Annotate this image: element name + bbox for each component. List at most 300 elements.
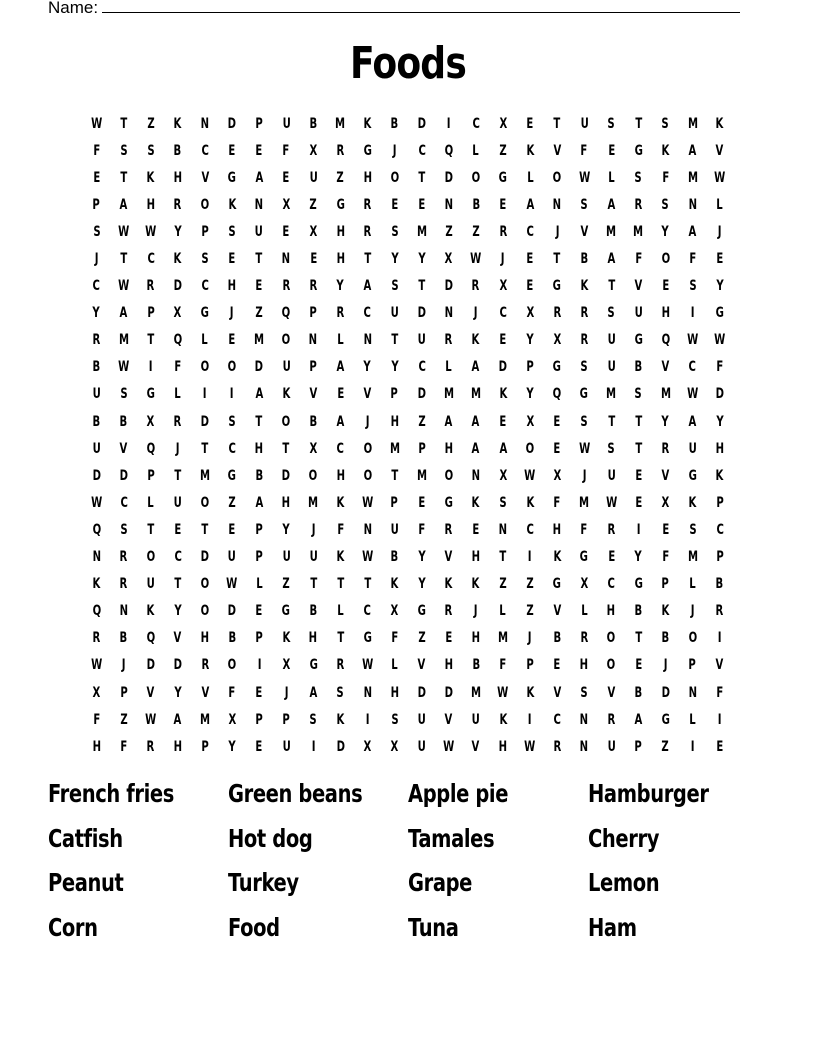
grid-letter[interactable]: J (528, 630, 532, 647)
grid-letter[interactable]: F (93, 142, 100, 159)
grid-letter[interactable]: T (607, 278, 615, 295)
grid-letter[interactable]: S (661, 115, 670, 132)
grid-letter[interactable]: E (282, 169, 290, 186)
grid-letter[interactable]: D (417, 684, 426, 701)
grid-letter[interactable]: J (473, 603, 478, 620)
grid-letter[interactable]: O (471, 169, 481, 186)
grid-letter[interactable]: S (688, 278, 697, 295)
grid-letter[interactable]: V (201, 684, 209, 701)
grid-letter[interactable]: Y (634, 549, 643, 566)
grid-letter[interactable]: S (228, 413, 236, 430)
grid-letter[interactable]: I (717, 630, 722, 647)
grid-letter[interactable]: M (118, 332, 129, 349)
grid-letter[interactable]: K (471, 494, 480, 511)
grid-letter[interactable]: B (715, 576, 724, 593)
grid-letter[interactable]: Q (281, 305, 291, 322)
grid-letter[interactable]: A (607, 251, 616, 268)
grid-letter[interactable]: E (526, 278, 534, 295)
grid-letter[interactable]: D (417, 305, 426, 322)
grid-letter[interactable]: Y (526, 386, 534, 403)
grid-letter[interactable]: U (255, 223, 264, 240)
grid-letter[interactable]: M (199, 467, 210, 484)
grid-letter[interactable]: A (255, 169, 264, 186)
grid-letter[interactable]: E (228, 521, 236, 538)
grid-letter[interactable]: W (605, 494, 617, 511)
grid-letter[interactable]: A (634, 711, 643, 728)
grid-letter[interactable]: R (119, 576, 128, 593)
grid-letter[interactable]: Z (526, 576, 534, 593)
grid-letter[interactable]: P (255, 711, 263, 728)
grid-letter[interactable]: L (147, 494, 154, 511)
grid-letter[interactable]: E (553, 657, 561, 674)
grid-letter[interactable]: S (390, 223, 399, 240)
grid-letter[interactable]: K (282, 630, 291, 647)
grid-letter[interactable]: D (173, 278, 183, 295)
grid-letter[interactable]: C (228, 440, 236, 457)
grid-letter[interactable]: W (226, 576, 238, 593)
grid-letter[interactable]: F (716, 684, 724, 701)
grid-letter[interactable]: A (309, 684, 318, 701)
grid-letter[interactable]: B (309, 603, 318, 620)
grid-letter[interactable]: H (715, 440, 724, 457)
grid-letter[interactable]: C (607, 576, 616, 593)
grid-letter[interactable]: N (552, 196, 562, 213)
grid-letter[interactable]: E (634, 657, 642, 674)
grid-letter[interactable]: E (607, 549, 615, 566)
grid-letter[interactable]: D (444, 169, 453, 186)
grid-letter[interactable]: F (228, 684, 236, 701)
grid-letter[interactable]: S (92, 223, 101, 240)
grid-letter[interactable]: J (365, 413, 370, 430)
grid-letter[interactable]: E (309, 251, 317, 268)
grid-letter[interactable]: B (255, 467, 263, 484)
grid-letter[interactable]: G (580, 549, 589, 566)
grid-letter[interactable]: M (308, 494, 319, 511)
grid-letter[interactable]: Y (228, 738, 236, 755)
grid-letter[interactable]: K (526, 142, 534, 159)
grid-letter[interactable]: U (417, 738, 426, 755)
grid-letter[interactable]: O (146, 549, 156, 566)
grid-letter[interactable]: C (553, 711, 561, 728)
grid-letter[interactable]: X (309, 440, 318, 457)
grid-letter[interactable]: G (417, 603, 426, 620)
grid-letter[interactable]: V (309, 386, 318, 403)
grid-letter[interactable]: R (634, 196, 643, 213)
grid-letter[interactable]: R (661, 440, 670, 457)
grid-letter[interactable]: U (282, 115, 291, 132)
grid-letter[interactable]: U (607, 332, 616, 349)
grid-letter[interactable]: O (688, 630, 697, 647)
grid-letter[interactable]: U (92, 386, 101, 403)
grid-letter[interactable]: Z (147, 115, 155, 132)
grid-letter[interactable]: E (255, 278, 263, 295)
grid-letter[interactable]: Q (444, 142, 454, 159)
grid-letter[interactable]: Z (499, 142, 507, 159)
grid-letter[interactable]: R (580, 332, 589, 349)
grid-letter[interactable]: O (200, 494, 210, 511)
grid-letter[interactable]: C (363, 305, 372, 322)
grid-letter[interactable]: X (228, 711, 236, 728)
grid-letter[interactable]: E (499, 332, 507, 349)
grid-letter[interactable]: C (201, 278, 209, 295)
grid-letter[interactable]: X (499, 278, 507, 295)
grid-letter[interactable]: O (525, 440, 535, 457)
grid-letter[interactable]: R (282, 278, 291, 295)
grid-letter[interactable]: I (528, 549, 532, 566)
grid-letter[interactable]: R (92, 332, 101, 349)
grid-letter[interactable]: V (553, 684, 562, 701)
grid-letter[interactable]: H (281, 494, 291, 511)
grid-letter[interactable]: U (390, 521, 399, 538)
grid-letter[interactable]: D (282, 467, 291, 484)
grid-letter[interactable]: X (390, 738, 399, 755)
grid-letter[interactable]: Q (92, 521, 101, 538)
grid-letter[interactable]: V (553, 142, 562, 159)
grid-letter[interactable]: X (146, 413, 155, 430)
grid-letter[interactable]: G (553, 359, 562, 376)
grid-letter[interactable]: R (607, 711, 616, 728)
grid-letter[interactable]: O (390, 169, 399, 186)
grid-letter[interactable]: B (119, 630, 128, 647)
grid-letter[interactable]: D (444, 278, 453, 295)
grid-letter[interactable]: M (443, 386, 454, 403)
grid-letter[interactable]: B (228, 630, 236, 647)
grid-letter[interactable]: F (580, 521, 588, 538)
grid-letter[interactable]: O (281, 413, 291, 430)
grid-letter[interactable]: A (471, 359, 480, 376)
grid-letter[interactable]: A (688, 413, 697, 430)
grid-letter[interactable]: J (311, 521, 316, 538)
grid-letter[interactable]: D (227, 115, 237, 132)
grid-letter[interactable]: O (363, 440, 372, 457)
grid-letter[interactable]: C (688, 359, 697, 376)
grid-letter[interactable]: T (255, 413, 263, 430)
grid-letter[interactable]: V (607, 684, 616, 701)
grid-letter[interactable]: W (687, 332, 699, 349)
grid-letter[interactable]: N (688, 196, 697, 213)
grid-letter[interactable]: E (418, 196, 426, 213)
grid-letter[interactable]: W (578, 440, 590, 457)
grid-letter[interactable]: H (552, 521, 562, 538)
grid-letter[interactable]: U (227, 549, 237, 566)
grid-letter[interactable]: G (634, 576, 643, 593)
grid-letter[interactable]: R (363, 196, 372, 213)
grid-letter[interactable]: C (417, 142, 426, 159)
grid-letter[interactable]: G (146, 386, 155, 403)
grid-letter[interactable]: J (230, 305, 234, 322)
grid-letter[interactable]: K (146, 603, 155, 620)
grid-letter[interactable]: H (92, 738, 101, 755)
grid-letter[interactable]: V (146, 684, 155, 701)
grid-letter[interactable]: X (661, 494, 670, 511)
grid-letter[interactable]: E (662, 521, 669, 538)
grid-letter[interactable]: U (92, 440, 101, 457)
grid-letter[interactable]: A (444, 413, 453, 430)
grid-letter[interactable]: C (716, 521, 724, 538)
grid-letter[interactable]: K (580, 278, 589, 295)
grid-letter[interactable]: P (661, 576, 670, 593)
grid-letter[interactable]: C (417, 359, 426, 376)
grid-letter[interactable]: K (336, 494, 345, 511)
grid-letter[interactable]: Q (173, 332, 183, 349)
grid-letter[interactable]: T (634, 413, 642, 430)
grid-letter[interactable]: K (92, 576, 101, 593)
grid-letter[interactable]: V (173, 630, 182, 647)
grid-letter[interactable]: T (418, 278, 426, 295)
grid-letter[interactable]: T (120, 169, 128, 186)
grid-letter[interactable]: I (311, 738, 316, 755)
grid-letter[interactable]: S (120, 142, 128, 159)
grid-letter[interactable]: J (663, 657, 668, 674)
grid-letter[interactable]: P (390, 494, 399, 511)
grid-letter[interactable]: H (444, 657, 453, 674)
grid-letter[interactable]: M (389, 440, 400, 457)
grid-letter[interactable]: P (201, 738, 209, 755)
grid-letter[interactable]: O (281, 332, 291, 349)
grid-letter[interactable]: U (282, 738, 291, 755)
grid-letter[interactable]: F (716, 359, 724, 376)
grid-letter[interactable]: G (336, 196, 345, 213)
grid-letter[interactable]: P (526, 657, 534, 674)
grid-letter[interactable]: N (444, 196, 453, 213)
grid-letter[interactable]: T (391, 467, 399, 484)
grid-letter[interactable]: F (553, 494, 561, 511)
grid-letter[interactable]: T (309, 576, 317, 593)
grid-letter[interactable]: O (200, 196, 210, 213)
grid-letter[interactable]: O (444, 467, 454, 484)
grid-letter[interactable]: Z (336, 169, 345, 186)
grid-letter[interactable]: G (200, 305, 210, 322)
grid-letter[interactable]: L (472, 142, 480, 159)
grid-letter[interactable]: J (582, 467, 587, 484)
grid-letter[interactable]: V (661, 359, 670, 376)
grid-letter[interactable]: E (228, 251, 236, 268)
grid-letter[interactable]: D (498, 359, 508, 376)
grid-letter[interactable]: L (499, 603, 507, 620)
grid-letter[interactable]: W (497, 684, 509, 701)
grid-letter[interactable]: U (607, 738, 616, 755)
grid-letter[interactable]: P (309, 305, 317, 322)
name-field[interactable] (48, 0, 740, 18)
grid-letter[interactable]: E (607, 142, 615, 159)
grid-letter[interactable]: Y (418, 549, 426, 566)
grid-letter[interactable]: Q (92, 603, 101, 620)
grid-letter[interactable]: B (634, 684, 643, 701)
grid-letter[interactable]: R (336, 142, 345, 159)
grid-letter[interactable]: S (201, 251, 209, 268)
grid-letter[interactable]: K (228, 196, 236, 213)
grid-letter[interactable]: E (472, 521, 480, 538)
grid-letter[interactable]: W (443, 738, 455, 755)
grid-letter[interactable]: W (470, 251, 482, 268)
grid-letter[interactable]: T (120, 251, 128, 268)
grid-letter[interactable]: D (417, 386, 426, 403)
grid-letter[interactable]: Y (390, 359, 399, 376)
grid-letter[interactable]: D (715, 386, 724, 403)
grid-letter[interactable]: X (282, 657, 291, 674)
grid-letter[interactable]: X (526, 413, 534, 430)
grid-letter[interactable]: Z (526, 603, 534, 620)
grid-letter[interactable]: T (607, 413, 615, 430)
grid-letter[interactable]: P (634, 738, 643, 755)
grid-letter[interactable]: O (552, 169, 562, 186)
grid-letter[interactable]: U (309, 549, 318, 566)
grid-letter[interactable]: S (120, 521, 128, 538)
grid-letter[interactable]: U (282, 549, 291, 566)
grid-letter[interactable]: E (282, 223, 290, 240)
grid-letter[interactable]: D (200, 549, 210, 566)
grid-letter[interactable]: N (92, 549, 101, 566)
grid-letter[interactable]: A (688, 223, 697, 240)
grid-letter[interactable]: V (634, 278, 643, 295)
grid-letter[interactable]: X (282, 196, 291, 213)
grid-letter[interactable]: C (499, 305, 507, 322)
grid-letter[interactable]: U (282, 359, 291, 376)
grid-letter[interactable]: F (689, 251, 697, 268)
grid-letter[interactable]: E (499, 196, 507, 213)
grid-letter[interactable]: W (578, 169, 590, 186)
grid-letter[interactable]: N (471, 467, 481, 484)
grid-letter[interactable]: U (390, 305, 399, 322)
grid-letter[interactable]: Y (336, 278, 345, 295)
grid-letter[interactable]: C (363, 603, 372, 620)
grid-letter[interactable]: U (607, 359, 616, 376)
grid-letter[interactable]: C (336, 440, 345, 457)
grid-letter[interactable]: T (336, 576, 344, 593)
grid-letter[interactable]: E (255, 738, 263, 755)
grid-letter[interactable]: G (363, 630, 372, 647)
grid-letter[interactable]: T (634, 630, 642, 647)
grid-letter[interactable]: E (228, 332, 236, 349)
grid-letter[interactable]: Y (174, 603, 182, 620)
grid-letter[interactable]: C (472, 115, 480, 132)
grid-letter[interactable]: F (634, 251, 642, 268)
grid-letter[interactable]: W (687, 386, 699, 403)
grid-letter[interactable]: R (336, 305, 345, 322)
grid-letter[interactable]: V (553, 603, 562, 620)
grid-letter[interactable]: T (201, 521, 209, 538)
grid-letter[interactable]: P (147, 467, 155, 484)
grid-letter[interactable]: T (364, 576, 371, 593)
grid-letter[interactable]: J (284, 684, 289, 701)
grid-letter[interactable]: K (715, 467, 724, 484)
grid-letter[interactable]: R (119, 549, 128, 566)
grid-letter[interactable]: Z (309, 196, 317, 213)
grid-letter[interactable]: K (363, 115, 372, 132)
grid-letter[interactable]: P (92, 196, 101, 213)
grid-letter[interactable]: T (255, 251, 263, 268)
grid-letter[interactable]: E (445, 630, 453, 647)
grid-letter[interactable]: J (175, 440, 180, 457)
grid-letter[interactable]: Z (119, 711, 128, 728)
grid-letter[interactable]: N (281, 251, 291, 268)
grid-letter[interactable]: D (200, 413, 210, 430)
grid-letter[interactable]: R (499, 223, 507, 240)
grid-letter[interactable]: W (90, 657, 103, 674)
grid-letter[interactable]: D (92, 467, 101, 484)
grid-letter[interactable]: Y (661, 413, 670, 430)
grid-letter[interactable]: M (416, 223, 427, 240)
grid-letter[interactable]: B (309, 115, 318, 132)
grid-letter[interactable]: M (687, 115, 698, 132)
grid-letter[interactable]: G (715, 305, 724, 322)
grid-letter[interactable]: N (254, 196, 264, 213)
grid-letter[interactable]: M (416, 467, 427, 484)
grid-letter[interactable]: O (227, 359, 237, 376)
grid-letter[interactable]: K (499, 386, 507, 403)
grid-letter[interactable]: M (497, 630, 508, 647)
grid-letter[interactable]: E (634, 467, 642, 484)
grid-letter[interactable]: Z (418, 630, 426, 647)
grid-letter[interactable]: Y (661, 223, 670, 240)
grid-letter[interactable]: O (309, 467, 318, 484)
grid-letter[interactable]: H (607, 603, 616, 620)
grid-letter[interactable]: H (471, 549, 481, 566)
grid-letter[interactable]: W (714, 332, 726, 349)
grid-letter[interactable]: E (526, 115, 534, 132)
grid-letter[interactable]: X (553, 467, 562, 484)
grid-letter[interactable]: E (418, 494, 426, 511)
grid-letter[interactable]: J (717, 223, 722, 240)
grid-letter[interactable]: D (227, 603, 237, 620)
grid-letter[interactable]: X (390, 603, 399, 620)
grid-letter[interactable]: F (336, 521, 344, 538)
grid-letter[interactable]: T (147, 521, 155, 538)
grid-letter[interactable]: T (174, 467, 182, 484)
grid-letter[interactable]: O (200, 359, 210, 376)
grid-letter[interactable]: B (390, 549, 399, 566)
grid-letter[interactable]: B (634, 359, 643, 376)
grid-letter[interactable]: O (200, 603, 210, 620)
grid-letter[interactable]: P (282, 711, 290, 728)
grid-letter[interactable]: H (336, 251, 345, 268)
grid-letter[interactable]: C (526, 223, 534, 240)
grid-letter[interactable]: E (255, 142, 263, 159)
grid-letter[interactable]: Z (228, 494, 236, 511)
grid-letter[interactable]: S (120, 386, 128, 403)
grid-letter[interactable]: B (634, 603, 643, 620)
grid-letter[interactable]: H (363, 169, 372, 186)
grid-letter[interactable]: R (715, 603, 724, 620)
grid-letter[interactable]: M (579, 494, 590, 511)
grid-letter[interactable]: Q (146, 630, 156, 647)
grid-letter[interactable]: V (444, 549, 453, 566)
grid-letter[interactable]: R (363, 223, 372, 240)
grid-letter[interactable]: S (580, 684, 588, 701)
grid-letter[interactable]: H (336, 467, 345, 484)
grid-letter[interactable]: Y (363, 359, 372, 376)
grid-letter[interactable]: X (92, 684, 101, 701)
grid-letter[interactable]: K (526, 684, 534, 701)
grid-letter[interactable]: L (608, 169, 615, 186)
grid-letter[interactable]: O (607, 630, 616, 647)
grid-letter[interactable]: R (146, 278, 155, 295)
grid-letter[interactable]: T (174, 576, 182, 593)
grid-letter[interactable]: L (201, 332, 209, 349)
grid-letter[interactable]: P (688, 657, 697, 674)
grid-letter[interactable]: B (390, 115, 399, 132)
grid-letter[interactable]: C (526, 521, 534, 538)
grid-letter[interactable]: P (201, 223, 209, 240)
grid-letter[interactable]: S (688, 521, 697, 538)
grid-letter[interactable]: H (200, 630, 210, 647)
grid-letter[interactable]: N (444, 305, 453, 322)
grid-letter[interactable]: T (201, 440, 209, 457)
grid-letter[interactable]: J (501, 251, 505, 268)
grid-letter[interactable]: R (309, 278, 318, 295)
grid-letter[interactable]: D (146, 657, 155, 674)
grid-letter[interactable]: A (255, 494, 264, 511)
